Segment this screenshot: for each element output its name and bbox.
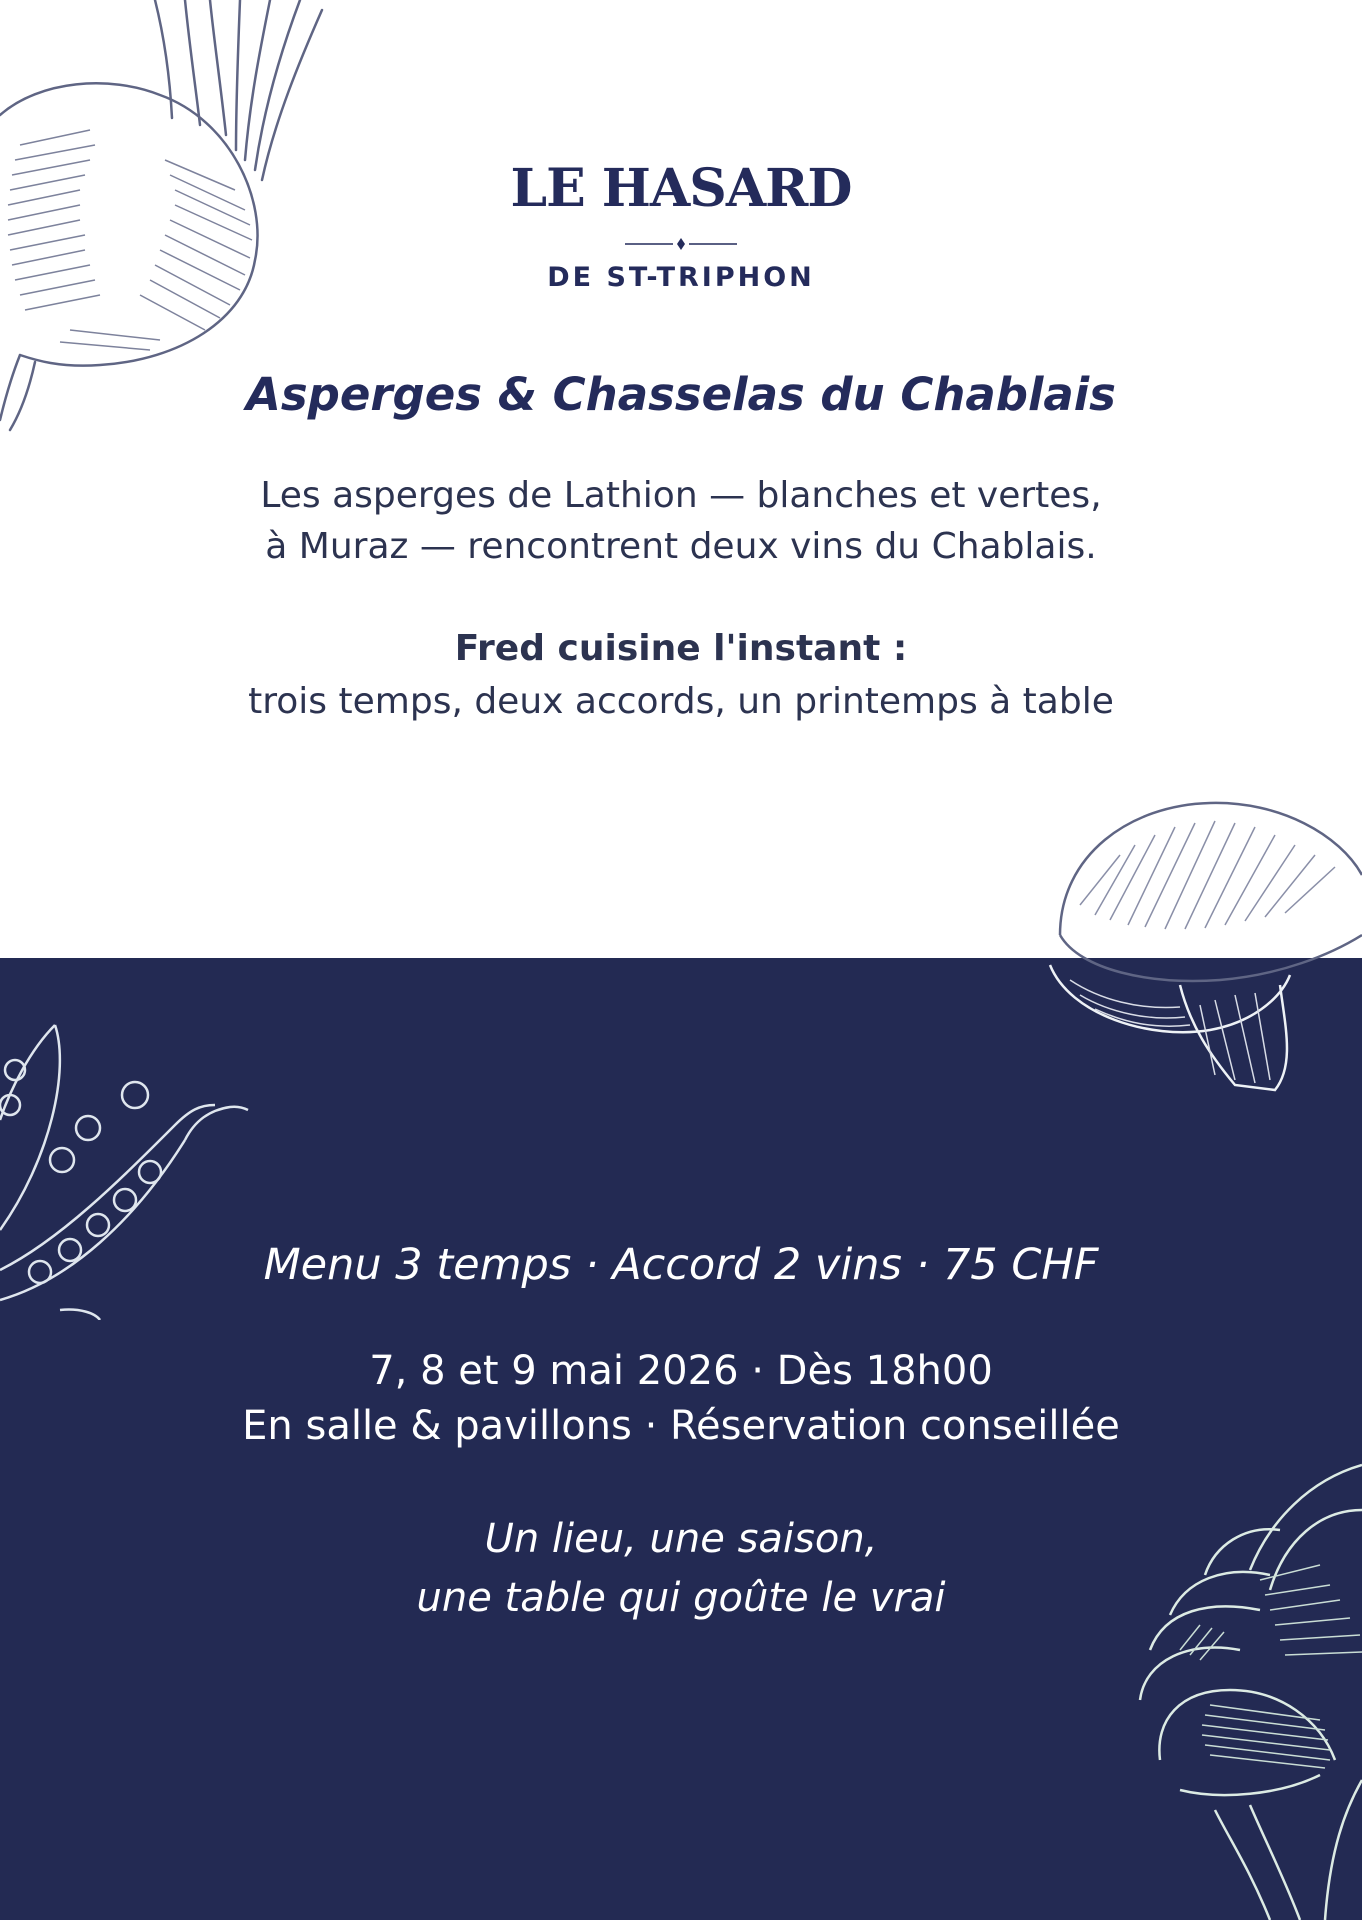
menu-line: Menu 3 temps · Accord 2 vins · 75 CHF xyxy=(263,1240,1099,1290)
brand-subtitle: DE ST-TRIPHON xyxy=(547,262,815,293)
chef-subline: trois temps, deux accords, un printemps à table xyxy=(248,681,1114,722)
mushroom-illustration xyxy=(1040,795,1362,1115)
event-intro xyxy=(0,470,1362,572)
brand-name: LE HASARD xyxy=(510,158,852,219)
event-schedule xyxy=(0,1344,1362,1454)
date-line: 7, 8 et 9 mai 2026 · Dès 18h00 xyxy=(369,1348,993,1394)
chef-line: Fred cuisine l'instant : xyxy=(454,628,908,669)
tagline-line-2: une table qui goûte le vrai xyxy=(416,1575,946,1621)
tagline-line-1: Un lieu, une saison, xyxy=(484,1516,878,1562)
intro-line-1: Les asperges de Lathion — blanches et vertes, xyxy=(260,475,1102,516)
intro-line-2: à Muraz — rencontrent deux vins du Chablais. xyxy=(265,526,1097,567)
tagline xyxy=(0,1510,1362,1628)
brand-divider xyxy=(625,237,737,251)
venue-line: En salle & pavillons · Réservation conseillée xyxy=(242,1403,1120,1449)
event-title: Asperges & Chasselas du Chablais xyxy=(246,368,1116,421)
